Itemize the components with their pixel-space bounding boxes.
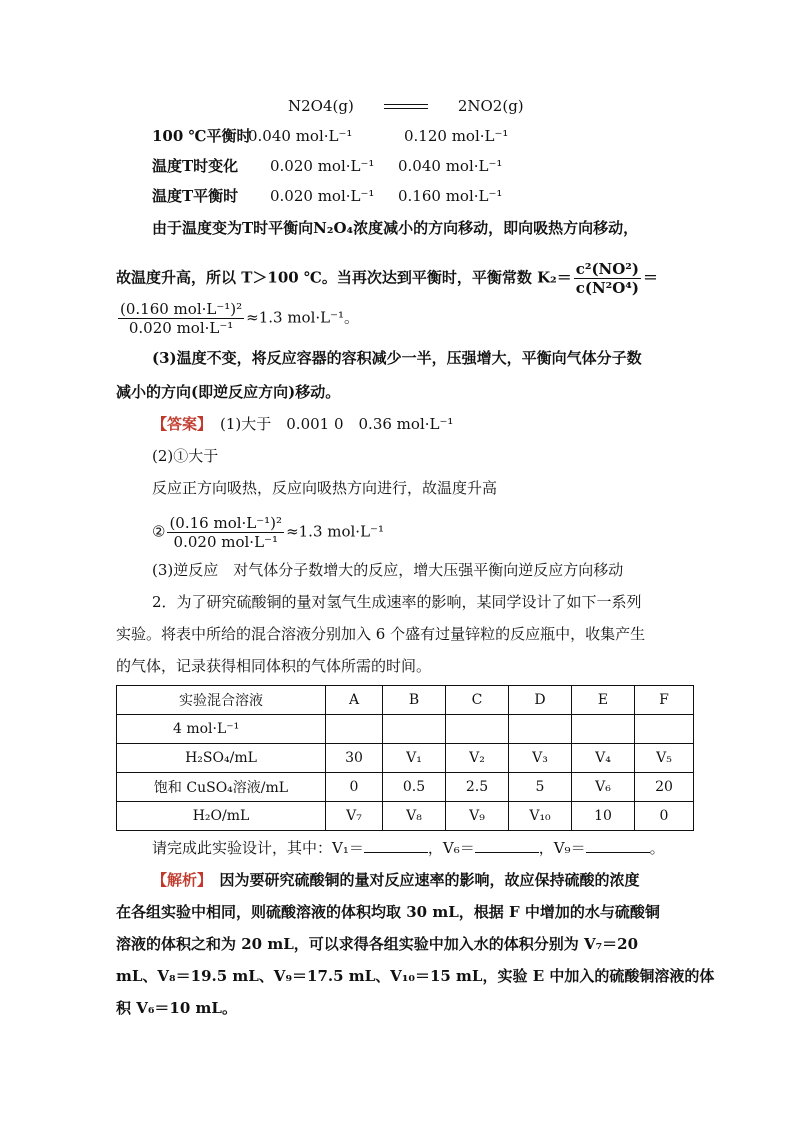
answer-4-denominator: 0.020 mol·L⁻¹ (173, 533, 278, 551)
part3-line-1: (3)温度不变，将反应容器的容积减少一半，压强增大，平衡向气体分子数 (152, 349, 642, 367)
reactant: N2O4(g) (288, 97, 354, 115)
row-value-2b: 0.040 mol·L⁻¹ (398, 157, 503, 175)
question-2-line-1: 2．为了研究硫酸铜的量对氢气生成速率的影响，某同学设计了如下一系列 (152, 593, 642, 611)
answer-2: (2)①大于 (152, 447, 219, 465)
fill-mid-1: ，V₆＝ (427, 839, 475, 857)
question-2-line-3: 的气体，记录获得相同体积的气体所需的时间。 (116, 657, 432, 675)
row-value-1a: 0.040 mol·L⁻¹ (248, 127, 353, 145)
answer-4-fraction (167, 514, 284, 551)
table-cell: V₂ (446, 744, 509, 773)
table-cell: V₉ (446, 802, 509, 831)
answer-5: (3)逆反应 对气体分子数增大的反应，增大压强平衡向逆反应方向移动 (152, 561, 624, 579)
row-label-3: 温度T平衡时 (152, 187, 239, 205)
v6-blank[interactable] (475, 838, 539, 853)
v9-blank[interactable] (586, 838, 650, 853)
analysis-tag: 【解析】 (152, 871, 205, 889)
analysis-line-5: 积 V₆＝10 mL。 (116, 999, 237, 1017)
table-cell: 饱和 CuSO₄溶液/mL (117, 773, 326, 802)
table-cell: 30 (326, 744, 383, 773)
k-denominator: c(N²O⁴) (575, 279, 639, 297)
row-value-3b: 0.160 mol·L⁻¹ (398, 187, 503, 205)
part3-line-2: 减小的方向(即逆反应方向)移动。 (116, 383, 341, 401)
table-cell: H₂SO₄/mL (117, 744, 326, 773)
fill-end: 。 (649, 839, 665, 857)
table-cell: H₂O/mL (117, 802, 326, 831)
table-cell (446, 715, 509, 744)
table-cell: 5 (509, 773, 572, 802)
table-cell: 4 mol·L⁻¹ (117, 715, 326, 744)
table-cell: A (326, 686, 383, 715)
table-cell: 20 (635, 773, 694, 802)
answer-tag: 【答案】 (152, 415, 213, 433)
answer-4-numerator: (0.16 mol·L⁻¹)² (169, 514, 283, 532)
table-cell: V₁₀ (509, 802, 572, 831)
table-cell: D (509, 686, 572, 715)
row-label-1: 100 ℃平衡时 (152, 127, 252, 145)
k-value-denominator: 0.020 mol·L⁻¹ (128, 319, 234, 337)
table-cell (326, 715, 383, 744)
answer-3: 反应正方向吸热，反应向吸热方向进行，故温度升高 (152, 479, 498, 497)
v1-blank[interactable] (364, 838, 428, 853)
k-calculation (116, 300, 359, 337)
analysis-line-1 (152, 870, 640, 890)
analysis-line-2: 在各组实验中相同，则硫酸溶液的体积均取 30 mL，根据 F 中增加的水与硫酸铜 (116, 903, 660, 921)
table-cell: C (446, 686, 509, 715)
table-row (117, 744, 694, 773)
table-cell: 10 (572, 802, 635, 831)
table-cell (383, 715, 446, 744)
answer-1: (1)大于 0.001 0 0.36 mol·L⁻¹ (220, 415, 454, 433)
explanation-line-2-text: 故温度升高，所以 T＞100 ℃。当再次达到平衡时，平衡常数 K₂＝ (116, 268, 572, 287)
experiment-table (116, 685, 694, 831)
k-result: ≈1.3 mol·L⁻¹。 (246, 308, 360, 327)
table-cell: V₃ (509, 744, 572, 773)
table-cell: 2.5 (446, 773, 509, 802)
k-numerator: c²(NO²) (575, 260, 639, 278)
fill-mid-2: ，V₉＝ (538, 839, 586, 857)
analysis-line-3: 溶液的体积之和为 20 mL，可以求得各组实验中加入水的体积分别为 V₇＝20 (116, 935, 639, 953)
question-2-line-2: 实验。将表中所给的混合溶液分别加入 6 个盛有过量锌粒的反应瓶中，收集产生 (116, 625, 646, 643)
row-value-1b: 0.120 mol·L⁻¹ (404, 127, 509, 145)
table-cell: V₇ (326, 802, 383, 831)
row-value-2a: 0.020 mol·L⁻¹ (270, 157, 375, 175)
table-row (117, 686, 694, 715)
product: 2NO2(g) (457, 97, 524, 115)
row-label-2: 温度T时变化 (152, 157, 239, 175)
table-cell: 0 (326, 773, 383, 802)
table-cell: V₆ (572, 773, 635, 802)
explanation-line-1: 由于温度变为T时平衡向N₂O₄浓度减小的方向移动，即向吸热方向移动， (152, 219, 639, 237)
table-cell (509, 715, 572, 744)
table-cell: V₈ (383, 802, 446, 831)
answer-4-prefix: ② (152, 522, 166, 541)
explanation-line-2 (116, 260, 658, 297)
row-value-3a: 0.020 mol·L⁻¹ (270, 187, 375, 205)
table-cell (635, 715, 694, 744)
table-row (117, 773, 694, 802)
table-cell: 0.5 (383, 773, 446, 802)
table-cell: 0 (635, 802, 694, 831)
table-cell (572, 715, 635, 744)
analysis-line-4: mL、V₈＝19.5 mL、V₉＝17.5 mL、V₁₀＝15 mL，实验 E 中加入的硫酸铜溶液的体 (116, 967, 715, 985)
table-row (117, 715, 694, 744)
table-cell: V₁ (383, 744, 446, 773)
table-cell: B (383, 686, 446, 715)
table-cell: V₅ (635, 744, 694, 773)
reaction-equation (288, 96, 524, 116)
equilibrium-constant-fraction (574, 260, 641, 297)
answer-4-result: ≈1.3 mol·L⁻¹ (286, 522, 384, 541)
k-equals: ＝ (642, 268, 658, 287)
table-cell: 实验混合溶液 (117, 686, 326, 715)
equilibrium-arrow-icon (384, 102, 428, 112)
fill-prefix: 请完成此实验设计，其中：V₁＝ (152, 839, 364, 857)
table-cell: V₄ (572, 744, 635, 773)
fill-in-line (152, 838, 665, 858)
k-value-numerator: (0.160 mol·L⁻¹)² (120, 300, 243, 318)
table-cell: F (635, 686, 694, 715)
analysis-text-1: 因为要研究硫酸铜的量对反应速率的影响，故应保持硫酸的浓度 (204, 871, 640, 889)
k-value-fraction (118, 300, 244, 337)
table-cell: E (572, 686, 635, 715)
answer-line-1 (152, 414, 453, 434)
table-row (117, 802, 694, 831)
answer-4 (152, 514, 384, 551)
